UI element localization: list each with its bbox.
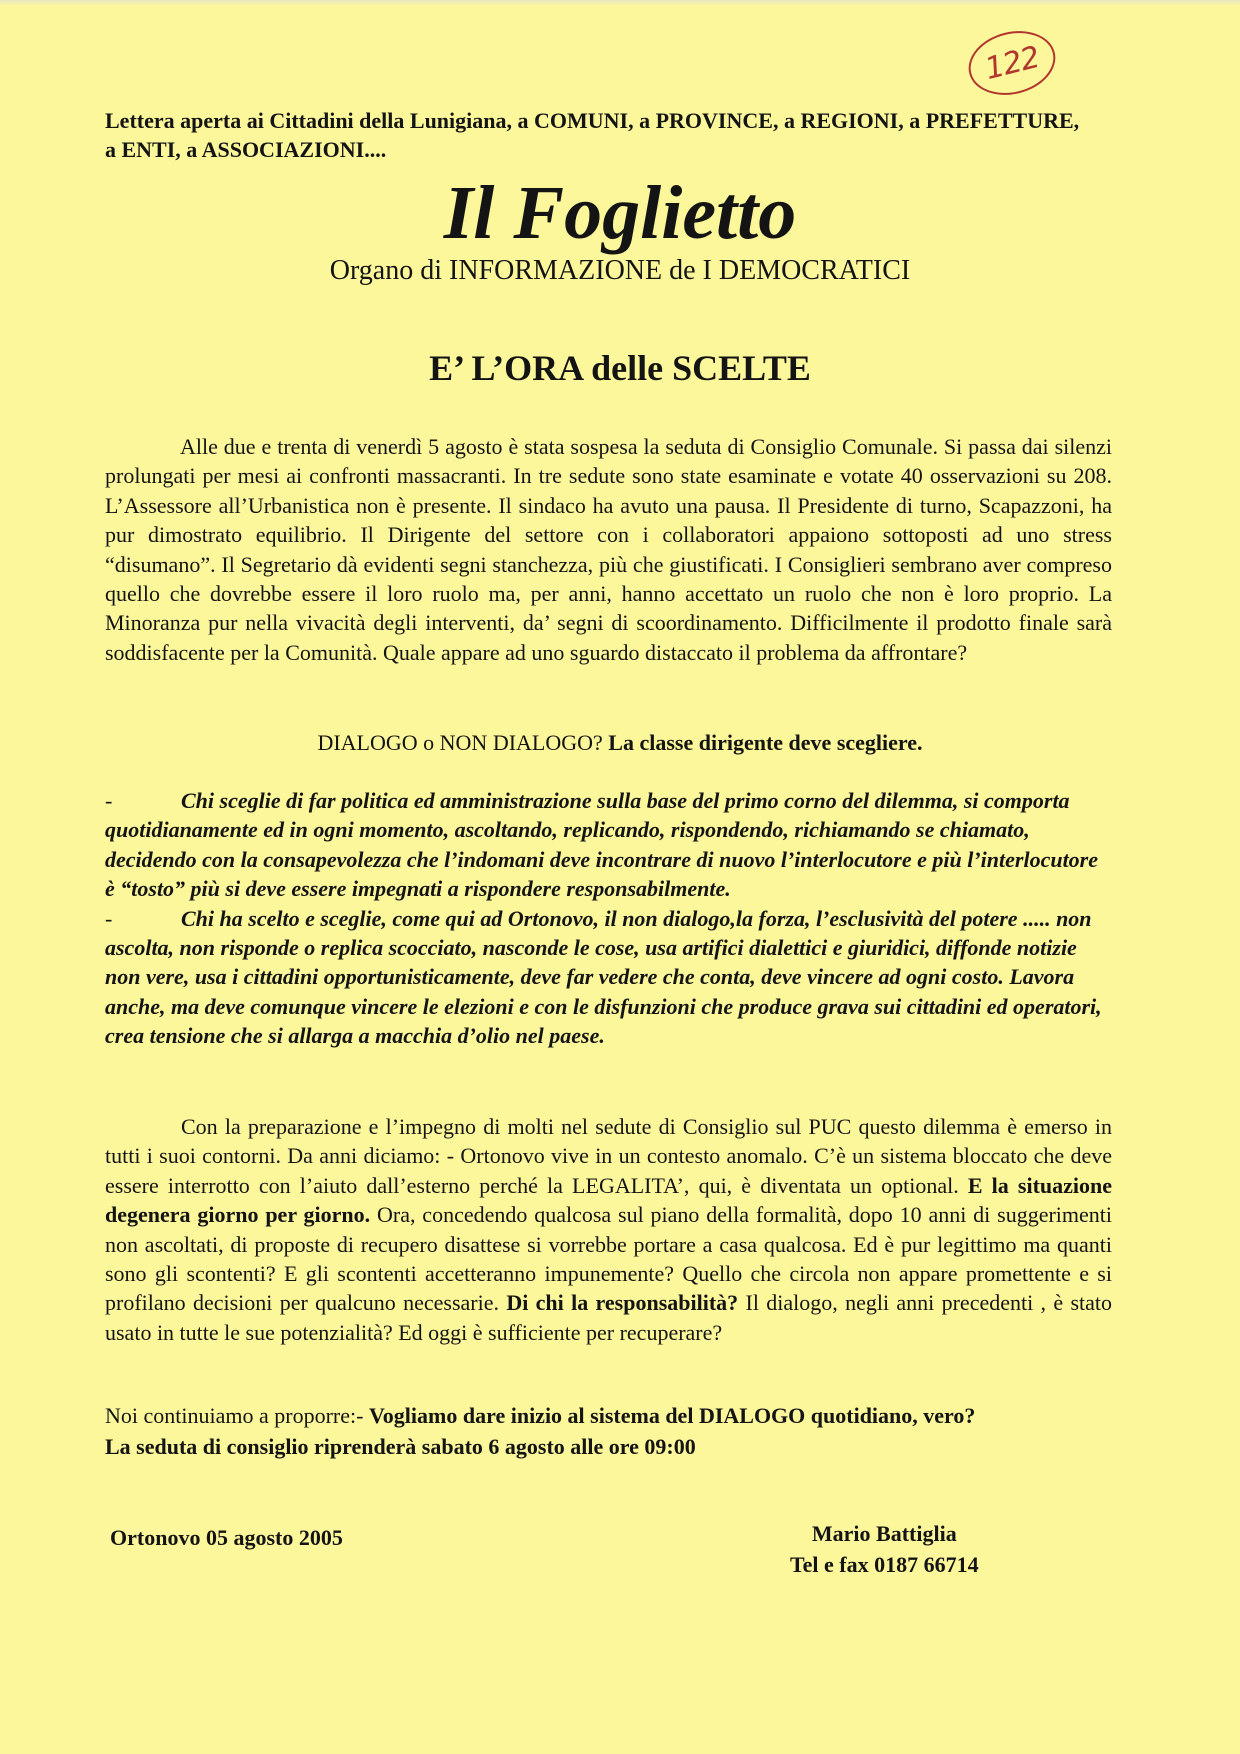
closing-block	[105, 1400, 1112, 1462]
dash-marker: -	[105, 788, 113, 813]
dilemma-item-no-dialogue-text: Chi ha scelto e sceglie, come qui ad Ortonovo, il non dialogo,la forza, l’esclusività del potere ..... non ascolta, non risponde o replica scocciato, nasconde le cose, usa artifici dialettici e giuridici, diffonde notizie non vere, usa i cittadini opportunisticamente, deve far vedere che conta, deve vincere ad ogni costo. Lavora anche, ma deve comunque vincere le elezioni e con le disfunzioni che produce grava sui cittadini ed operatori, crea tensione che si allarga a macchia d’olio nel paese.	[105, 905, 1102, 1049]
scan-edge	[0, 0, 1240, 6]
author-contact: Tel e fax 0187 66714	[790, 1552, 979, 1577]
puc-paragraph-emphasis-2: Di chi la responsabilità?	[506, 1290, 739, 1316]
dialogo-question-text: DIALOGO o NON DIALOGO?	[317, 730, 603, 755]
dialogo-question	[0, 728, 1240, 757]
article-headline: E’ L’ORA delle SCELTE	[429, 348, 811, 388]
open-letter-header: Lettera aperta ai Cittadini della Lunigiana, a COMUNI, a PROVINCE, a REGIONI, a PREFETTURE, a ENTI, a ASSOCIAZIONI....	[105, 108, 1080, 162]
page-number-stamp	[962, 22, 1062, 103]
place-date: Ortonovo 05 agosto 2005	[110, 1525, 343, 1550]
closing-lead: Noi continuiamo a proporre:-	[105, 1403, 364, 1428]
closing-proposal-line	[105, 1400, 1112, 1431]
puc-paragraph-part1: Con la preparazione e l’impegno di molti nel sedute di Consiglio sul PUC questo dilemma è emerso in tutti i suoi contorni. Da anni diciamo: - Ortonovo vive in un contesto anomalo. C’è un sistema bloccato che deve essere interrotto con l’aiuto dall’esterno perché la LEGALITA’, qui, è diventata un optional.	[105, 1114, 1112, 1198]
closing-announcement-line	[105, 1431, 1112, 1462]
signature-block	[790, 1518, 979, 1580]
author-name: Mario Battiglia	[811, 1521, 957, 1546]
dilemma-item-dialogue	[105, 786, 1112, 904]
dash-marker: -	[105, 905, 113, 931]
page-number-text: 122	[981, 39, 1043, 87]
masthead-title: Il Foglietto	[443, 171, 797, 255]
masthead-subtitle: Organo di INFORMAZIONE de I DEMOCRATICI	[329, 255, 911, 286]
puc-paragraph-part3: Il dialogo, negli anni precedenti , è stato usato in tutte le sue potenzialità? Ed oggi è sufficiente per recuperare?	[105, 1290, 1113, 1345]
dilemma-list	[105, 786, 1112, 1051]
puc-paragraph	[105, 1112, 1112, 1347]
dilemma-item-no-dialogue	[105, 904, 1112, 1051]
dialogo-statement: La classe dirigente deve scegliere.	[608, 730, 923, 755]
intro-paragraph: Alle due e trenta di venerdì 5 agosto è stata sospesa la seduta di Consiglio Comunale. Si passa dai silenzi prolungati per mesi ai confronti massacranti. In tre sedute sono state esaminate e votate 40 osservazioni su 208. L’Assessore all’Urbanistica non è presente. Il sindaco ha avuto una pausa. Il Presidente di turno, Scapazzoni, ha pur dimostrato equilibrio. Il Dirigente del settore con i collaboratori appaiono sottoposti ad uno stress “disumano”. Il Segretario dà evidenti segni stanchezza, più che giustificati. I Consiglieri sembrano aver compreso quello che dovrebbe essere il loro ruolo ma, per anni, hanno accettato un ruolo che non è loro proprio. La Minoranza pur nella vivacità degli interventi, da’ segni di scoordinamento. Difficilmente il prodotto finale sarà soddisfacente per la Comunità. Quale appare ad uno sguardo distaccato il problema da affrontare?	[105, 434, 1112, 665]
puc-paragraph-part2: Ora, concedendo qualcosa sul piano della formalità, dopo 10 anni di suggerimenti non ascoltati, di proposte di recupero disattese si vorrebbe portare a casa qualcosa. Ed è pur legittimo ma quanti sono gli scontenti? E gli scontenti accetteranno impunemente? Quello che circola non appare promettente e si profilano decisioni per qualcuno necessarie.	[105, 1202, 1113, 1316]
puc-paragraph-emphasis-1: E la situazione degenera giorno per giorno.	[105, 1172, 1113, 1228]
closing-announcement: La seduta di consiglio riprenderà sabato 6 agosto alle ore 09:00	[105, 1434, 696, 1459]
closing-proposal: Vogliamo dare inizio al sistema del DIALOGO quotidiano, vero?	[368, 1403, 976, 1428]
dilemma-item-dialogue-text: Chi sceglie di far politica ed amministrazione sulla base del primo corno del dilemma, si comporta quotidianamente ed in ogni momento, ascoltando, replicando, rispondendo, richiamando se chiamato, decidendo con la consapevolezza che l’indomani deve incontrare di nuovo l’interlocutore e più l’interlocutore è “tosto” più si deve essere impegnati a rispondere responsabilmente.	[105, 788, 1099, 902]
